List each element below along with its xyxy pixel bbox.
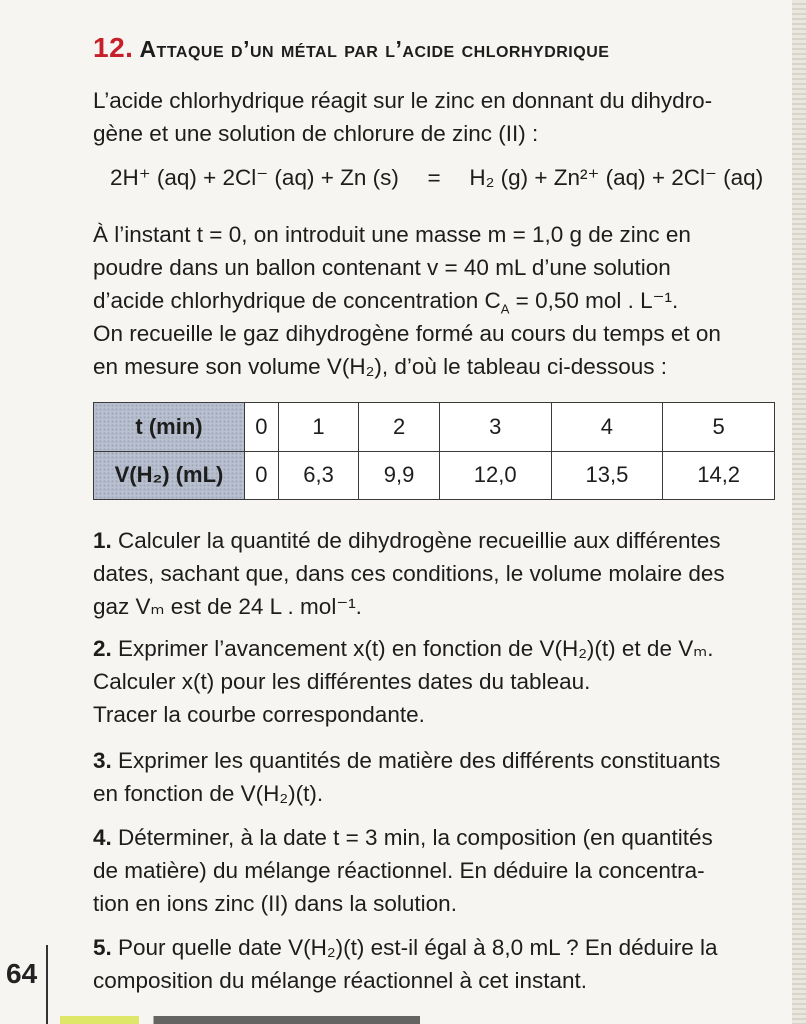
- question-3-line-1: Exprimer les quantités de matière des différents constituants: [111, 748, 721, 773]
- setup-paragraph: [93, 218, 778, 383]
- question-1-line-3: gaz Vₘ est de 24 L . mol⁻¹.: [93, 594, 362, 619]
- setup-line-1: À l’instant t = 0, on introduit une masse m = 1,0 g de zinc en: [93, 222, 691, 247]
- exercise-number: 12.: [93, 32, 134, 63]
- exercise-heading: [93, 32, 783, 64]
- table-cell: 0: [245, 403, 279, 452]
- question-4: [93, 821, 778, 920]
- table-cell: 13,5: [551, 451, 663, 500]
- table-row-volume: [94, 451, 775, 500]
- question-2-line-3: Tracer la courbe correspondante.: [93, 702, 425, 727]
- question-1: [93, 524, 778, 623]
- row-header-volume: V(H₂) (mL): [94, 451, 245, 500]
- question-5: [93, 931, 778, 997]
- page-number: 64: [6, 958, 38, 989]
- setup-line-3-text: d’acide chlorhydrique de concentration C: [93, 288, 501, 313]
- table-row-time: [94, 403, 775, 452]
- intro-line-1: L’acide chlorhydrique réagit sur le zinc en donnant du dihydro-: [93, 88, 713, 113]
- question-2-number: 2.: [93, 636, 112, 661]
- setup-line-3-end: = 0,50 mol . L⁻¹.: [509, 288, 679, 313]
- question-4-line-1: Déterminer, à la date t = 3 min, la composition (en quantités: [111, 825, 713, 850]
- table-cell: 0: [245, 451, 279, 500]
- question-3: [93, 744, 778, 810]
- setup-line-5: en mesure son volume V(H₂), d’où le tableau ci-dessous :: [93, 354, 668, 379]
- question-1-line-1: Calculer la quantité de dihydrogène recueillie aux différentes: [111, 528, 721, 553]
- question-1-number: 1.: [93, 528, 112, 553]
- table-cell: 3: [439, 403, 551, 452]
- question-2-line-2: Calculer x(t) pour les différentes dates du tableau.: [93, 669, 591, 694]
- exercise-title: Attaque d’un métal par l’acide chlorhydrique: [139, 36, 610, 62]
- question-5-line-2: composition du mélange réactionnel à cet instant.: [93, 968, 588, 993]
- question-5-number: 5.: [93, 935, 112, 960]
- question-3-number: 3.: [93, 748, 112, 773]
- question-2: [93, 632, 778, 731]
- equation-sign: =: [427, 165, 441, 190]
- equation-products: H₂ (g) + Zn²⁺ (aq) + 2Cl⁻ (aq): [469, 165, 764, 190]
- equation-reactants: 2H⁺ (aq) + 2Cl⁻ (aq) + Zn (s): [110, 165, 399, 190]
- intro-line-2: gène et une solution de chlorure de zinc (II) :: [93, 121, 539, 146]
- table-cell: 14,2: [663, 451, 775, 500]
- chemical-equation: [110, 165, 763, 191]
- setup-line-4: On recueille le gaz dihydrogène formé au cours du temps et on: [93, 321, 721, 346]
- row-header-time: t (min): [94, 403, 245, 452]
- table-cell: 1: [278, 403, 359, 452]
- question-4-number: 4.: [93, 825, 112, 850]
- table-cell: 4: [551, 403, 663, 452]
- data-table: [93, 402, 775, 500]
- table-cell: 5: [663, 403, 775, 452]
- table-cell: 9,9: [359, 451, 440, 500]
- table-cell: 2: [359, 403, 440, 452]
- question-4-line-3: tion en ions zinc (II) dans la solution.: [93, 891, 457, 916]
- question-4-line-2: de matière) du mélange réactionnel. En déduire la concentra-: [93, 858, 705, 883]
- next-section-edge: [60, 1016, 420, 1024]
- question-1-line-2: dates, sachant que, dans ces conditions, le volume molaire des: [93, 561, 725, 586]
- question-3-line-2: en fonction de V(H₂)(t).: [93, 781, 324, 806]
- page-number-rule: [46, 945, 48, 1024]
- question-2-line-1: Exprimer l’avancement x(t) en fonction de V(H₂)(t) et de Vₘ.: [111, 636, 714, 661]
- question-5-line-1: Pour quelle date V(H₂)(t) est-il égal à 8,0 mL ? En déduire la: [111, 935, 718, 960]
- intro-paragraph: [93, 84, 778, 150]
- setup-line-2: poudre dans un ballon contenant v = 40 mL d’une solution: [93, 255, 671, 280]
- page-binding-edge: [792, 0, 806, 1024]
- setup-line-3: [93, 284, 778, 317]
- concentration-subscript: A: [500, 301, 510, 317]
- table-cell: 6,3: [278, 451, 359, 500]
- table-cell: 12,0: [439, 451, 551, 500]
